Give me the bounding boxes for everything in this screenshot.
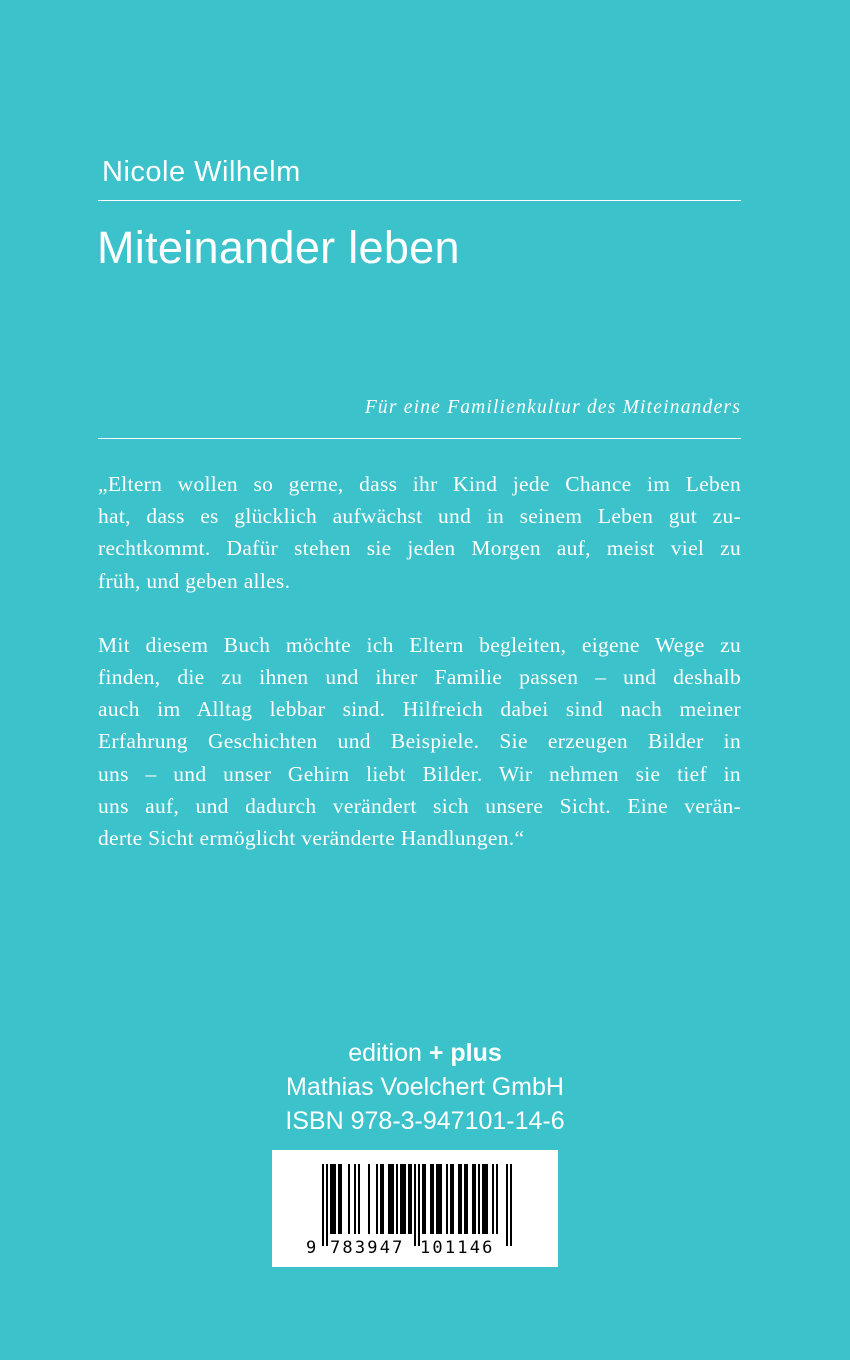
- imprint-suffix: + plus: [428, 1039, 502, 1067]
- barcode-bar: [440, 1164, 442, 1234]
- barcode-bar: [436, 1164, 438, 1234]
- barcode-bar: [330, 1164, 332, 1234]
- barcode-bar: [446, 1164, 448, 1234]
- barcode-bar: [422, 1164, 424, 1234]
- imprint-prefix: edition: [348, 1039, 422, 1067]
- book-title: Miteinander leben: [97, 222, 460, 273]
- barcode-bar: [348, 1164, 350, 1234]
- blurb-line: derte Sicht ermöglicht veränderte Handlungen.“: [98, 826, 525, 851]
- barcode-bar: [380, 1164, 382, 1234]
- barcode-bar: [506, 1164, 508, 1246]
- barcode: [272, 1150, 558, 1267]
- paragraph-gap: [98, 597, 741, 629]
- barcode-bar: [478, 1164, 480, 1234]
- barcode-bar: [482, 1164, 484, 1234]
- barcode-bar: [452, 1164, 454, 1234]
- blurb-line: hat, dass es glücklich aufwächst und in seinem Leben gut zu-: [98, 504, 741, 529]
- top-divider: [98, 200, 741, 201]
- blurb-line: früh, und geben alles.: [98, 568, 291, 593]
- blurb-text: [98, 468, 741, 854]
- barcode-bar: [474, 1164, 476, 1234]
- barcode-bar: [390, 1164, 392, 1234]
- publisher-block: [0, 1036, 850, 1138]
- author-name: Nicole Wilhelm: [102, 156, 301, 188]
- isbn-text: ISBN 978-3-947101-14-6: [285, 1107, 565, 1135]
- barcode-bar: [358, 1164, 360, 1234]
- barcode-bar: [338, 1164, 340, 1234]
- barcode-bar: [432, 1164, 434, 1234]
- blurb-line: uns auf, und dadurch verändert sich unsere Sicht. Eine verän-: [98, 793, 741, 818]
- barcode-bar: [340, 1164, 342, 1234]
- book-subtitle: Für eine Familienkultur des Miteinanders: [364, 397, 741, 418]
- barcode-left-digits: 783947: [330, 1238, 405, 1258]
- barcode-bar: [334, 1164, 336, 1234]
- barcode-bar: [388, 1164, 390, 1234]
- barcode-bar: [404, 1164, 406, 1234]
- barcode-bar: [460, 1164, 462, 1234]
- barcode-bar: [408, 1164, 410, 1234]
- blurb-line: rechtkommt. Dafür stehen sie jeden Morgen auf, meist viel zu: [98, 536, 741, 561]
- barcode-bar: [418, 1164, 420, 1246]
- barcode-bar: [382, 1164, 384, 1234]
- barcode-bar: [450, 1164, 452, 1234]
- blurb-line: finden, die zu ihnen und ihrer Familie passen – und deshalb: [98, 665, 741, 690]
- barcode-bar: [368, 1164, 370, 1234]
- blurb-line: Erfahrung Geschichten und Beispiele. Sie erzeugen Bilder in: [98, 729, 741, 754]
- barcode-bar: [466, 1164, 468, 1234]
- barcode-bar: [430, 1164, 432, 1234]
- barcode-bar: [484, 1164, 486, 1234]
- subtitle-divider: [98, 438, 741, 439]
- barcode-bar: [400, 1164, 402, 1234]
- barcode-bar: [354, 1164, 356, 1234]
- blurb-line: „Eltern wollen so gerne, dass ihr Kind jede Chance im Leben: [98, 472, 741, 496]
- barcode-bar: [326, 1164, 328, 1246]
- imprint-line: [0, 1036, 850, 1070]
- barcode-bar: [486, 1164, 488, 1234]
- barcode-bar: [410, 1164, 412, 1234]
- barcode-bar: [332, 1164, 334, 1234]
- barcode-bar: [496, 1164, 498, 1234]
- barcode-bar: [438, 1164, 440, 1234]
- barcode-bar: [402, 1164, 404, 1234]
- barcode-bar: [396, 1164, 398, 1234]
- barcode-first-digit: 9: [306, 1238, 319, 1258]
- blurb-line: Mit diesem Buch möchte ich Eltern begleiten, eigene Wege zu: [98, 632, 741, 657]
- barcode-bar: [392, 1164, 394, 1234]
- barcode-right-digits: 101146: [420, 1238, 495, 1258]
- barcode-bar: [464, 1164, 466, 1234]
- barcode-bar: [376, 1164, 378, 1234]
- barcode-bar: [414, 1164, 416, 1246]
- barcode-bar: [472, 1164, 474, 1234]
- barcode-bar: [458, 1164, 460, 1234]
- barcode-bar: [322, 1164, 324, 1246]
- barcode-bar: [492, 1164, 494, 1234]
- barcode-bar: [424, 1164, 426, 1234]
- blurb-line: auch im Alltag lebbar sind. Hilfreich dabei sind nach meiner: [98, 697, 741, 722]
- publisher-name: Mathias Voelchert GmbH: [286, 1073, 564, 1101]
- barcode-bar: [510, 1164, 512, 1246]
- blurb-line: uns – und unser Gehirn liebt Bilder. Wir nehmen sie tief in: [98, 761, 741, 786]
